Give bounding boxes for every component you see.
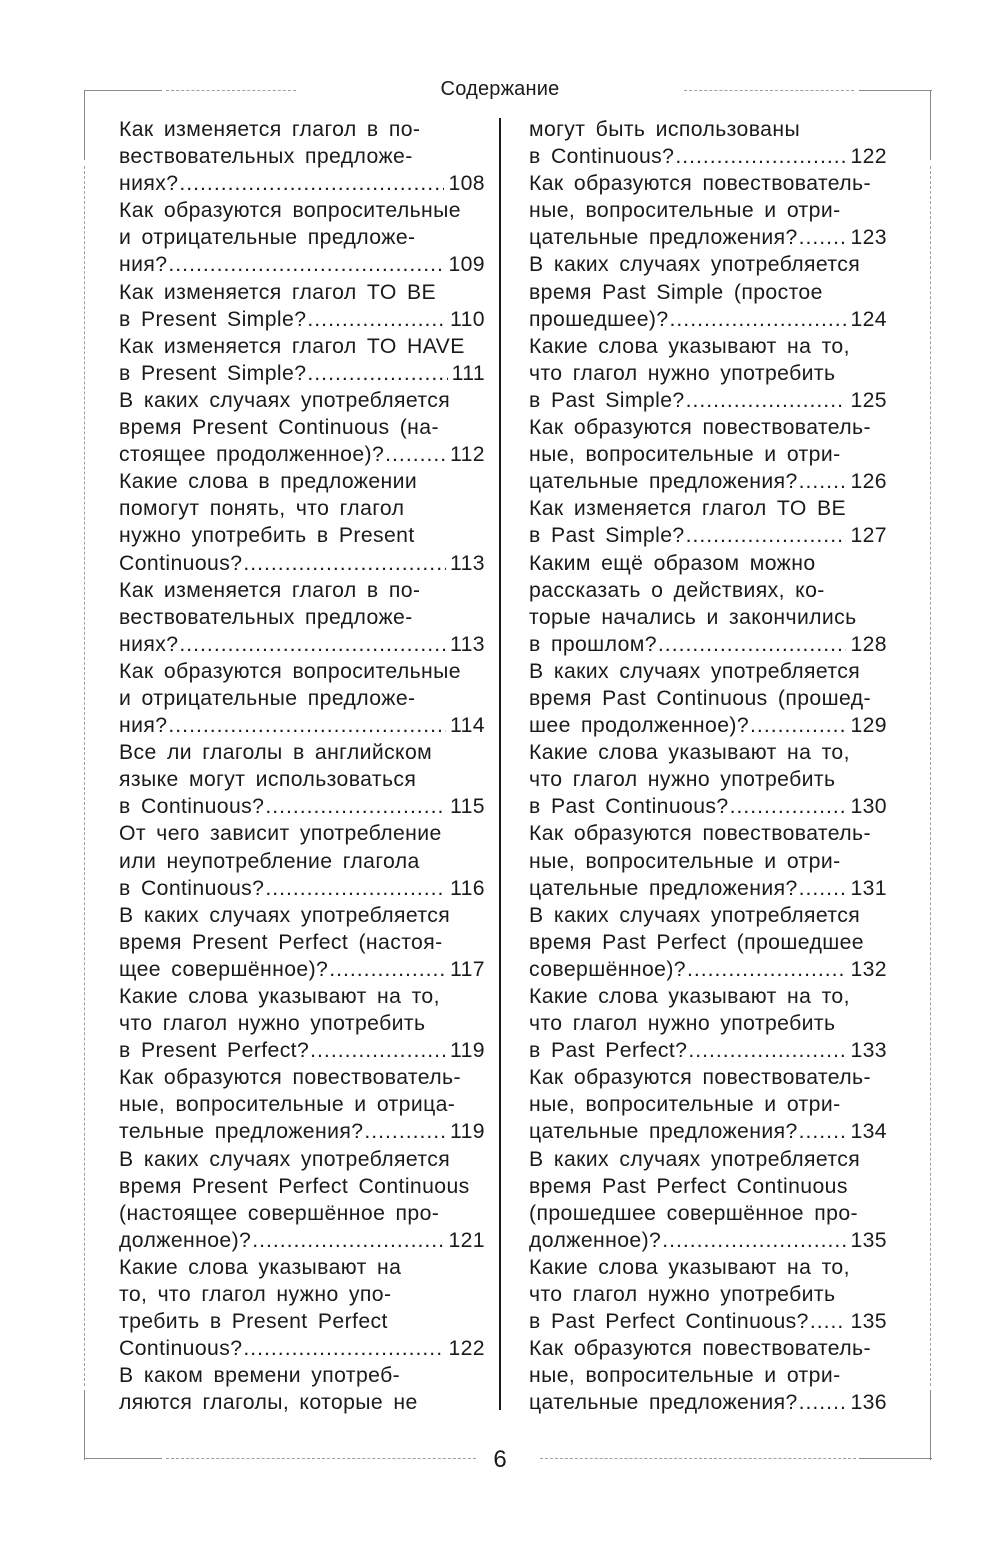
toc-entry-line: время Present Perfect (настоя- <box>119 930 443 954</box>
toc-entry-last-line <box>529 1037 887 1064</box>
toc-entry-title-end: в Continuous? <box>529 145 675 169</box>
toc-leader-dots <box>329 956 446 983</box>
toc-entry-title-end: ния? <box>119 714 168 738</box>
toc-entry-title-end: Continuous? <box>119 1337 243 1361</box>
toc-entry-line: помогут понять, что глагол <box>119 497 405 521</box>
toc-entry-line: и отрицательные предложе- <box>119 226 416 250</box>
frame-right-dashed <box>930 166 931 1386</box>
toc-entry[interactable] <box>529 333 887 414</box>
toc-leader-dots <box>243 1335 444 1362</box>
toc-page-number: 127 <box>850 524 887 548</box>
toc-entry-last-line <box>119 875 485 902</box>
toc-entry-line: Как образуются вопросительные <box>119 199 461 223</box>
toc-entry-line: вествовательных предложе- <box>119 605 413 629</box>
toc-page-number: 135 <box>850 1228 887 1252</box>
toc-entry[interactable] <box>529 820 887 901</box>
toc-entry-last-line <box>119 306 485 333</box>
toc-entry-title-end: в Present Simple? <box>119 361 307 385</box>
toc-entry-line: Какие слова в предложении <box>119 470 418 494</box>
toc-entry-last-line <box>529 875 887 902</box>
toc-page-number: 136 <box>850 1391 887 1415</box>
toc-page-number: 119 <box>450 1039 485 1063</box>
toc-leader-dots <box>658 631 847 658</box>
toc-leader-dots <box>750 712 846 739</box>
toc-page-number: 124 <box>850 307 887 331</box>
toc-page-number: 110 <box>450 307 485 331</box>
toc-entry-last-line <box>529 1118 887 1145</box>
toc-entry[interactable] <box>529 983 887 1064</box>
toc-entry-line: Все ли глаголы в английском <box>119 741 433 765</box>
toc-entry-last-line <box>119 550 485 577</box>
toc-entry-line: что глагол нужно употребить <box>529 768 836 792</box>
toc-entry-line: Как изменяется глагол TO BE <box>529 497 847 521</box>
toc-entry-last-line <box>529 793 887 820</box>
toc-entry[interactable] <box>529 658 887 739</box>
toc-entry-last-line <box>119 170 485 197</box>
toc-entry-line: Как изменяется глагол TO BE <box>119 280 437 304</box>
toc-leader-dots <box>675 143 846 170</box>
toc-entry-title-end: цательные предложения? <box>529 876 798 900</box>
toc-entry[interactable] <box>529 1064 887 1145</box>
toc-entry-last-line <box>119 793 485 820</box>
toc-entry[interactable] <box>529 495 887 549</box>
toc-entry-line: и отрицательные предложе- <box>119 686 416 710</box>
toc-leader-dots <box>179 170 444 197</box>
toc-entry-line: языке могут использоваться <box>119 768 417 792</box>
toc-entry-last-line <box>119 1227 485 1254</box>
toc-leader-dots <box>810 1308 847 1335</box>
toc-entry-line: Каким ещё образом можно <box>529 551 816 575</box>
toc-leader-dots <box>168 251 444 278</box>
toc-entry-last-line <box>119 712 485 739</box>
toc-entry-title-end: щее совершённое)? <box>119 957 329 981</box>
toc-leader-dots <box>385 441 446 468</box>
toc-entry-line: или неупотребление глагола <box>119 849 420 873</box>
toc-entry-line: Как образуются вопросительные <box>119 659 461 683</box>
toc-entry-last-line <box>529 1389 887 1416</box>
toc-entry-line: рассказать о действиях, ко- <box>529 578 825 602</box>
toc-leader-dots <box>686 387 847 414</box>
toc-entry-line: ные, вопросительные и отри- <box>529 1364 841 1388</box>
toc-entry[interactable] <box>529 414 887 495</box>
toc-entry-title-end: в прошлом? <box>529 632 657 656</box>
toc-entry-last-line <box>119 1118 485 1145</box>
toc-entry-line: ляются глаголы, которые не <box>119 1391 418 1415</box>
page-header-title: Содержание <box>440 78 560 100</box>
toc-entry-line: ные, вопросительные и отри- <box>529 849 841 873</box>
toc-entry[interactable] <box>529 251 887 332</box>
toc-entry[interactable] <box>119 739 485 820</box>
toc-page-number: 112 <box>450 443 485 467</box>
toc-page-number: 111 <box>451 361 485 385</box>
toc-entry-last-line <box>529 712 887 739</box>
toc-entry-line: Как образуются повествователь- <box>119 1066 461 1090</box>
toc-entry[interactable] <box>119 983 485 1064</box>
toc-entry[interactable] <box>119 1146 485 1254</box>
toc-page-number: 129 <box>850 714 887 738</box>
page-number: 6 <box>493 1446 507 1473</box>
toc-entry-last-line <box>119 1037 485 1064</box>
toc-entry-title-end: в Present Perfect? <box>119 1039 310 1063</box>
toc-entry-title-end: цательные предложения? <box>529 1391 798 1415</box>
toc-entry-last-line <box>119 251 485 278</box>
toc-entry-line: что глагол нужно употребить <box>529 1283 836 1307</box>
toc-entry-line: ные, вопросительные и отри- <box>529 443 841 467</box>
toc-entry-line: требить в Present Perfect <box>119 1310 388 1334</box>
toc-page-number: 121 <box>448 1228 485 1252</box>
toc-entry-line: торые начались и закончились <box>529 605 857 629</box>
toc-entry[interactable] <box>119 333 485 387</box>
toc-entry-line: нужно употребить в Present <box>119 524 415 548</box>
toc-entry[interactable] <box>119 820 485 901</box>
toc-entry-title-end: в Past Simple? <box>529 524 685 548</box>
toc-entry-title-end: ниях? <box>119 632 179 656</box>
toc-entry-last-line <box>529 522 887 549</box>
toc-entry-line: В каких случаях употребляется <box>529 659 861 683</box>
toc-page-number: 135 <box>850 1310 887 1334</box>
toc-entry-line: Какие слова указывают на то, <box>529 985 850 1008</box>
toc-entry-line: что глагол нужно употребить <box>529 1012 836 1036</box>
toc-entry-line: Как образуются повествователь- <box>529 416 871 440</box>
toc-entry-line: то, что глагол нужно упо- <box>119 1283 392 1307</box>
toc-entry-line: вествовательных предложе- <box>119 145 413 169</box>
toc-leader-dots <box>307 360 447 387</box>
toc-entry-line: Как образуются повествователь- <box>529 172 871 196</box>
toc-entry-line: Как изменяется глагол в по- <box>119 118 421 141</box>
toc-entry[interactable] <box>119 902 485 983</box>
column-divider <box>499 118 501 1410</box>
toc-page-number: 130 <box>850 795 887 819</box>
toc-entry-line: что глагол нужно употребить <box>529 361 836 385</box>
toc-entry-line: время Past Simple (простое <box>529 280 823 304</box>
toc-leader-dots <box>686 522 847 549</box>
toc-entry-line: что глагол нужно употребить <box>119 1012 426 1036</box>
toc-entry-line: Как изменяется глагол в по- <box>119 578 421 602</box>
toc-entry-line: Какие слова указывают на то, <box>119 985 440 1008</box>
toc-entry-title-end: долженное)? <box>529 1228 662 1252</box>
toc-leader-dots <box>799 875 847 902</box>
toc-page-number: 123 <box>850 226 887 250</box>
toc-entry[interactable] <box>119 116 485 197</box>
toc-entry-last-line <box>529 224 887 251</box>
toc-page-number: 134 <box>850 1120 887 1144</box>
toc-entry-line: От чего зависит употребление <box>119 822 442 846</box>
toc-left-column <box>119 116 485 1417</box>
toc-entry-line: могут быть использованы <box>529 118 801 141</box>
toc-entry-last-line <box>119 441 485 468</box>
toc-page-number: 113 <box>450 632 485 656</box>
toc-leader-dots <box>799 1118 847 1145</box>
toc-entry-line: В каких случаях употребляется <box>529 903 861 927</box>
toc-leader-dots <box>265 875 446 902</box>
toc-entry-title-end: в Past Continuous? <box>529 795 729 819</box>
toc-entry-title-end: тельные предложения? <box>119 1120 364 1144</box>
toc-entry-title-end: в Past Perfect Continuous? <box>529 1310 809 1334</box>
toc-entry-line: В каких случаях употребляется <box>119 1147 451 1171</box>
toc-entry-line: (настоящее совершённое про- <box>119 1201 440 1225</box>
toc-entry-line: время Present Perfect Continuous <box>119 1174 470 1198</box>
toc-entry-last-line <box>119 360 485 387</box>
toc-entry[interactable] <box>119 658 485 739</box>
toc-leader-dots <box>688 1037 846 1064</box>
toc-entry-last-line <box>119 1335 485 1362</box>
toc-leader-dots <box>179 631 446 658</box>
toc-entry-title-end: в Continuous? <box>119 876 265 900</box>
toc-entry-line: В каких случаях употребляется <box>529 1147 861 1171</box>
toc-entry[interactable] <box>529 116 887 170</box>
toc-leader-dots <box>243 550 446 577</box>
toc-page-number: 131 <box>850 876 887 900</box>
toc-entry-line: время Past Continuous (прошед- <box>529 686 871 710</box>
toc-entry-title-end: в Past Simple? <box>529 388 685 412</box>
toc-entry-line: ные, вопросительные и отри- <box>529 1093 841 1117</box>
toc-page-number: 122 <box>850 145 887 169</box>
toc-entry-title-end: в Past Perfect? <box>529 1039 688 1063</box>
toc-entry-line: В каких случаях употребляется <box>119 388 451 412</box>
toc-entry[interactable] <box>529 1254 887 1335</box>
toc-entry[interactable] <box>119 577 485 658</box>
toc-entry-title-end: прошедшее)? <box>529 307 669 331</box>
toc-page-number: 126 <box>850 470 887 494</box>
toc-entry-title-end: ния? <box>119 253 168 277</box>
toc-entry-last-line <box>529 143 887 170</box>
toc-entry-title-end: стоящее продолженное)? <box>119 443 385 467</box>
toc-entry[interactable] <box>529 739 887 820</box>
toc-entry-line: Какие слова указывают на то, <box>529 334 850 358</box>
toc-entry-last-line <box>529 387 887 414</box>
toc-page-number: 128 <box>850 632 887 656</box>
toc-entry-line: Какие слова указывают на <box>119 1255 402 1279</box>
toc-entry-title-end: цательные предложения? <box>529 226 798 250</box>
toc-entry-line: время Past Perfect Continuous <box>529 1174 848 1198</box>
toc-leader-dots <box>670 306 847 333</box>
toc-entry-last-line <box>529 1227 887 1254</box>
toc-page-number: 116 <box>450 876 485 900</box>
toc-leader-dots <box>307 306 446 333</box>
toc-entry-last-line <box>119 956 485 983</box>
frame-left-dashed <box>84 166 85 1386</box>
toc-entry-line: время Present Continuous (на- <box>119 416 439 440</box>
toc-page-number: 113 <box>450 551 485 575</box>
toc-page-number: 133 <box>850 1039 887 1063</box>
toc-leader-dots <box>687 956 846 983</box>
toc-entry-line: Какие слова указывают на то, <box>529 1255 850 1279</box>
toc-entry[interactable] <box>119 279 485 333</box>
toc-entry-line: время Past Perfect (прошедшее <box>529 930 864 954</box>
toc-entry-title-end: в Present Simple? <box>119 307 307 331</box>
toc-leader-dots <box>252 1227 444 1254</box>
toc-entry-last-line <box>119 631 485 658</box>
toc-entry-title-end: в Continuous? <box>119 795 265 819</box>
toc-leader-dots <box>662 1227 846 1254</box>
toc-entry-title-end: шее продолженное)? <box>529 714 750 738</box>
toc-entry[interactable] <box>119 1362 485 1416</box>
toc-page-number: 119 <box>450 1120 485 1144</box>
toc-page-number: 115 <box>450 795 485 819</box>
toc-entry[interactable] <box>529 550 887 658</box>
toc-page-number: 125 <box>850 388 887 412</box>
toc-entry[interactable] <box>119 387 485 468</box>
toc-entry-line: Как образуются повествователь- <box>529 822 871 846</box>
toc-entry-last-line <box>529 956 887 983</box>
toc-page-number: 122 <box>448 1337 485 1361</box>
toc-entry-line: ные, вопросительные и отрица- <box>119 1093 456 1117</box>
toc-entry-title-end: долженное)? <box>119 1228 252 1252</box>
toc-page-number: 109 <box>448 253 485 277</box>
toc-entry-last-line <box>529 631 887 658</box>
toc-entry[interactable] <box>529 170 887 251</box>
toc-entry-title-end: Continuous? <box>119 551 243 575</box>
toc-entry-line: Как образуются повествователь- <box>529 1337 871 1361</box>
toc-entry-last-line <box>529 1308 887 1335</box>
toc-entry[interactable] <box>119 197 485 278</box>
toc-leader-dots <box>364 1118 446 1145</box>
toc-entry-title-end: цательные предложения? <box>529 1120 798 1144</box>
toc-entry-last-line <box>529 468 887 495</box>
toc-entry-line: В каких случаях употребляется <box>119 903 451 927</box>
toc-entry-title-end: цательные предложения? <box>529 470 798 494</box>
toc-page-number: 117 <box>450 957 485 981</box>
toc-entry-title-end: совершённое)? <box>529 957 686 981</box>
toc-entry[interactable] <box>529 1335 887 1416</box>
toc-page-number: 132 <box>850 957 887 981</box>
toc-entry-line: Какие слова указывают на то, <box>529 741 850 765</box>
toc-entry-line: ные, вопросительные и отри- <box>529 199 841 223</box>
toc-entry[interactable] <box>119 468 485 576</box>
toc-entry-title-end: ниях? <box>119 172 179 196</box>
toc-leader-dots <box>799 1389 847 1416</box>
toc-entry-line: В каком времени употреб- <box>119 1364 401 1388</box>
toc-leader-dots <box>168 712 446 739</box>
toc-leader-dots <box>265 793 446 820</box>
toc-entry-line: (прошедшее совершённое про- <box>529 1201 858 1225</box>
toc-leader-dots <box>799 468 847 495</box>
toc-right-column <box>529 116 887 1417</box>
toc-entry-line: Как образуются повествователь- <box>529 1066 871 1090</box>
toc-leader-dots <box>730 793 847 820</box>
toc-leader-dots <box>310 1037 446 1064</box>
toc-leader-dots <box>799 224 847 251</box>
toc-entry[interactable] <box>119 1254 485 1362</box>
toc-page-number: 114 <box>450 714 485 738</box>
toc-entry-line: Как изменяется глагол TO HAVE <box>119 334 465 358</box>
toc-entry-last-line <box>529 306 887 333</box>
toc-entry-line: В каких случаях употребляется <box>529 253 861 277</box>
toc-entry[interactable] <box>529 902 887 983</box>
toc-page-number: 108 <box>448 172 485 196</box>
toc-entry[interactable] <box>529 1146 887 1254</box>
toc-entry[interactable] <box>119 1064 485 1145</box>
